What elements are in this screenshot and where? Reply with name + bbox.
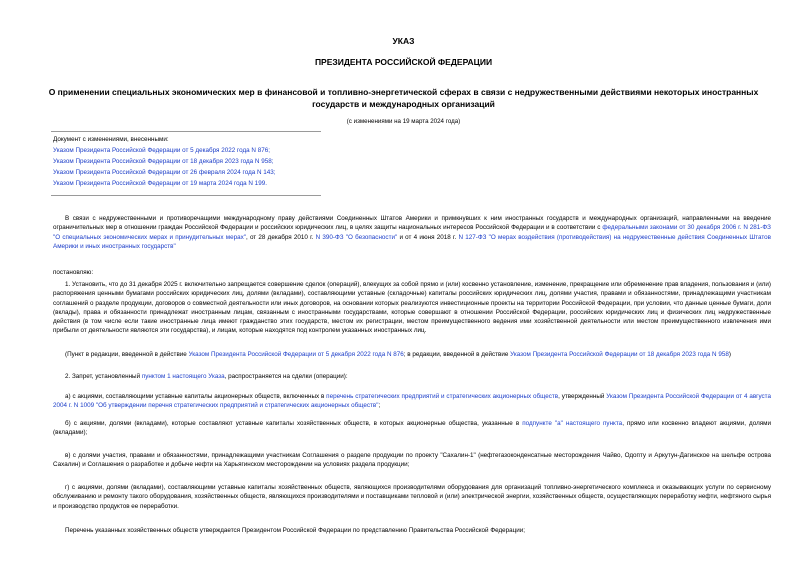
paragraph-1-note	[53, 350, 771, 359]
amendment-link-3[interactable]: Указом Президента Российской Федерации от 26 февраля 2024 года N 143;	[53, 169, 276, 176]
subparagraph-g: г) с акциями, долями (вкладами), составляющими уставные капиталы хозяйственных обществ, являющихся производителями оборудования для организаций топливно-энергетического комплекса и оказывающих услуги по сервисному обслуживанию и ремонту такого оборудования, хозяйственных обществ, являющихся производителями и поставщиками тепловой и (или) электрической энергии, хозяйственных обществ, осуществляющих переработку нефти, нефтяного сырья и производство продуктов ее переработки.	[53, 484, 771, 510]
law-281-link[interactable]: федеральными законами от 30 декабря 2006 г. N 281-ФЗ "О специальных экономических мерах и принудительных мерах"	[53, 224, 771, 241]
amendments-box	[51, 131, 321, 196]
paragraph-text: ;	[378, 402, 381, 410]
paragraph-text: а) с акциями, составляющими уставные капиталы акционерных обществ, включенных в	[65, 393, 327, 400]
preamble-text: и от 4 июня 2018 г.	[397, 233, 459, 241]
amendments-heading: Документ с изменениями, внесенными:	[53, 136, 169, 143]
subpoint-a-link[interactable]: подпункте "а" настоящего пункта	[522, 420, 623, 427]
paragraph-text: , распространяется на сделки (операции):	[224, 373, 348, 380]
paragraph-text: 2. Запрет, установленный	[65, 373, 142, 380]
decree-958-link[interactable]: Указом Президента Российской Федерации от 18 декабря 2023 года N 958	[510, 351, 729, 358]
point-1-link[interactable]: пунктом 1 настоящего Указа	[141, 373, 225, 380]
subparagraph-a	[53, 392, 771, 411]
document-title: О применении специальных экономических мер в финансовой и топливно-энергетической сферах в связи с недружественными действиями некоторых иностранных государств и международных организаций	[48, 87, 759, 109]
doc-type-heading: УКАЗ	[392, 36, 415, 46]
list-approval-paragraph: Перечень указанных хозяйственных обществ утверждается Президентом Российской Федерации по представлению Правительства Российской Федерации;	[65, 527, 526, 534]
revision-note: (с изменениями на 19 марта 2024 года)	[346, 118, 461, 125]
paragraph-text: б) с акциями, долями (вкладами), которые составляют уставные капиталы хозяйственных обществ, в которых акционерные общества, указанные в	[65, 420, 523, 427]
strategic-list-link[interactable]: перечень стратегических предприятий и стратегических акционерных обществ	[326, 393, 559, 400]
preamble-text: В связи с недружественными и противоречащими международному праву действиями Соединенных Штатов Америки и примкнувших к ним иностранных государств и международных организаций, направленными на введение ограничительных мер в отношении граждан Российской Федерации и российских юридических лиц, в целях защиты национальных интересов Российской Федерации и в соответствии с	[53, 215, 771, 232]
note-text: ; в редакции, введенной в действие	[403, 351, 511, 358]
paragraph-text: , прямо или косвенно владеют акциями, долями (вкладами);	[53, 420, 772, 437]
preamble-text: , от 28 декабря 2010 г.	[245, 233, 316, 241]
preamble-paragraph	[53, 214, 771, 251]
issuer-heading: ПРЕЗИДЕНТА РОССИЙСКОЙ ФЕДЕРАЦИИ	[314, 57, 493, 67]
decree-876-link[interactable]: Указом Президента Российской Федерации от 5 декабря 2022 года N 876	[188, 351, 404, 358]
paragraph-text: , утвержденный	[558, 393, 607, 400]
amendment-link-4[interactable]: Указом Президента Российской Федерации от 19 марта 2024 года N 199.	[53, 180, 267, 187]
law-127-link[interactable]: N 127-ФЗ "О мерах воздействия (противодействия) на недружественные действия Соединенных Штатов Америки и иных иностранных государств"	[53, 233, 771, 250]
amendment-link-2[interactable]: Указом Президента Российской Федерации от 18 декабря 2023 года N 958;	[53, 158, 274, 165]
decree-word: постановляю:	[53, 269, 94, 276]
decree-1009-link[interactable]: Указом Президента Российской Федерации от 4 августа 2004 г. N 1009 "Об утверждении перечня стратегических предприятий и стратегических акционерных обществ"	[53, 393, 771, 410]
note-text: )	[728, 351, 731, 358]
amendment-link-1[interactable]: Указом Президента Российской Федерации от 5 декабря 2022 года N 876;	[53, 147, 270, 154]
note-text: (Пункт в редакции, введенной в действие	[65, 351, 189, 358]
subparagraph-v: в) с долями участия, правами и обязанностями, принадлежащими участникам Соглашения о разделе продукции по проекту "Сахалин-1" (нефтегазоконденсатные месторождения Чайво, Одопту и Аркутун-Дагинское на шельфе острова Сахалин) и Соглашения о разработке и добыче нефти на Харьягинском месторождении на условиях раздела продукции;	[53, 452, 771, 469]
subparagraph-b	[53, 419, 771, 438]
paragraph-1: 1. Установить, что до 31 декабря 2025 г. включительно запрещается совершение сделок (операций), влекущих за собой прямо и (или) косвенно установление, изменение, прекращение или обременение прав владения, пользования и (или) распоряжения ценными бумагами российских юридических лиц, долями (вкладами), составляющими уставные (складочные) капиталы российских юридических лиц, долями участия, правами и обязанностями, принадлежащими участникам соглашений о разделе продукции, договоров о совместной деятельности или иных договоров, на основании которых реализуются инвестиционные проекты на территории Российской Федерации, при условии, что данные ценные бумаги, доли (вклады), права и обязанности принадлежат иностранным лицам, связанным с иностранными государствами, которые совершают в отношении Российской Федерации, российских юридических лиц и физических лиц недружественные действия (в том числе если такие иностранные лица имеют гражданство этих государств, местом их регистрации, местом преимущественного ведения ими хозяйственной деятельности или местом преимущественного извлечения ими прибыли от деятельности являются эти государства), и лицам, которые находятся под контролем указанных иностранных лиц.	[53, 281, 771, 335]
law-390-link[interactable]: N 390-ФЗ "О безопасности"	[315, 233, 398, 241]
paragraph-2	[53, 372, 771, 381]
